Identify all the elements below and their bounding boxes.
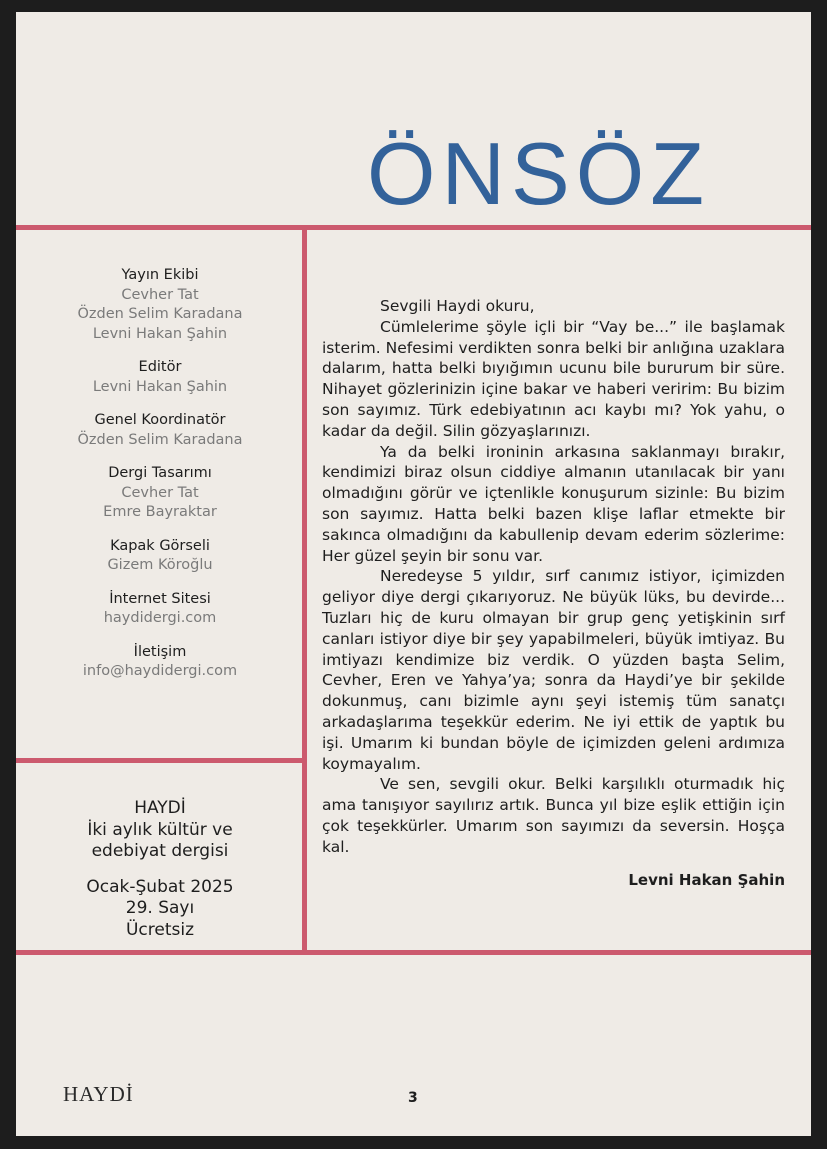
website-link: haydidergi.com — [103, 610, 217, 626]
magazine-info — [16, 798, 304, 941]
credits-panel — [16, 266, 304, 696]
credit-heading: İnternet Sitesi — [109, 590, 211, 607]
price: Ücretsiz — [125, 919, 195, 940]
letter-signature: Levni Hakan Şahin — [628, 870, 785, 889]
letter-paragraph: Ya da belki ironinin arkasına saklanmayı bırakır, kendimizi biraz olsun ciddiye almanın utanılacak bir yanı olmadığını görür ve içtenlikle konuşurum sizinle: Bu bizim son sayımız. Hatta belki bazen klişe laflar etmekte bir sakınca olmadığını da kabullenip devam ederim sözlerime: Her güzel şeyin bir sonu var. — [322, 442, 785, 565]
letter-paragraph: Ve sen, sevgili okur. Belki karşılıklı oturmadık hiç ama tanışıyor sayılırız artık. Bunca yıl bize eşlik ettiğin için çok teşekkürler. Umarım son sayımızı da seversin. Hoşça kal. — [322, 775, 785, 856]
credit-name: Emre Bayraktar — [103, 504, 217, 520]
contact-email: info@haydidergi.com — [82, 663, 238, 679]
magazine-name: HAYDİ — [134, 798, 186, 818]
credit-name: Özden Selim Karadana — [77, 431, 243, 448]
issue-number: 29. Sayı — [125, 898, 195, 918]
credit-heading: Editör — [138, 359, 182, 375]
issue-date: Ocak-Şubat 2025 — [86, 876, 234, 897]
credit-heading: İletişim — [133, 643, 187, 660]
page-number: 3 — [408, 1090, 418, 1106]
credit-name: Cevher Tat — [121, 484, 199, 501]
credit-heading: Kapak Görseli — [110, 537, 210, 554]
magazine-description: İki aylık kültür ve edebiyat dergisi — [87, 819, 233, 861]
credit-group-editor — [16, 358, 304, 397]
letter-paragraph: Neredeyse 5 yıldır, sırf canımız istiyor, içimizden geliyor diye dergi çıkarıyoruz. Ne büyük lüks, bu devirde... Tuzları hiç de kuru olmayan bir grup genç yetişkinin sırf canları istiyor diye bir şey yapabilmeleri, büyük imtiyaz. Bu imtiyazı kendimize biz verdik. O yüzden başta Selim, Cevher, Eren ve Yahya’ya; sonra da Haydi’ye bir şekilde dokunmuş, canı bizimle aynı şeyi istemiş tüm sanatçı arkadaşlarıma teşekkür ederim. Ne iyi ettik de yaptık bu işi. Umarım ki bundan böyle de içimizden geleni ardımıza koymayalım. — [322, 567, 785, 773]
credit-heading: Genel Koordinatör — [94, 412, 226, 428]
credit-name: Levni Hakan Şahin — [92, 325, 228, 342]
letter-paragraph: Cümlelerime şöyle içli bir “Vay be...” ile başlamak isterim. Nefesimi verdikten sonra belki bir anlığına uzaklara dalarım, hatta belki bıyığımın ucunu bile bururum bir süre. Nihayet gözlerinizin içine bakar ve haberi veririm: Bu bizim son sayımız. Türk edebiyatının acı kaybı mı? Yok yahu, o kadar da değil. Silin gözyaşlarınızı. — [322, 317, 785, 440]
credit-name: Özden Selim Karadana — [77, 306, 243, 322]
credit-heading: Yayın Ekibi — [121, 267, 199, 283]
top-divider — [16, 225, 811, 230]
credit-group-genel-koordinator — [16, 411, 304, 450]
credit-name: Gizem Köroğlu — [107, 557, 213, 573]
credit-group-kapak-gorseli — [16, 537, 304, 576]
credit-group-dergi-tasarimi — [16, 464, 304, 523]
footer-brand: HAYDİ — [63, 1082, 134, 1106]
page-title: ÖNSÖZ — [367, 124, 710, 223]
credit-name: Cevher Tat — [121, 286, 199, 303]
bottom-divider — [16, 950, 811, 955]
foreword-letter — [322, 296, 785, 890]
magazine-page — [16, 12, 811, 1136]
credit-group-internet-sitesi — [16, 590, 304, 629]
credit-group-iletisim — [16, 643, 304, 682]
letter-greeting: Sevgili Haydi okuru, — [380, 297, 535, 315]
sidebar-divider — [16, 758, 307, 763]
credit-group-yayin-ekibi — [16, 266, 304, 344]
credit-name: Levni Hakan Şahin — [92, 378, 228, 395]
credit-heading: Dergi Tasarımı — [108, 465, 212, 481]
